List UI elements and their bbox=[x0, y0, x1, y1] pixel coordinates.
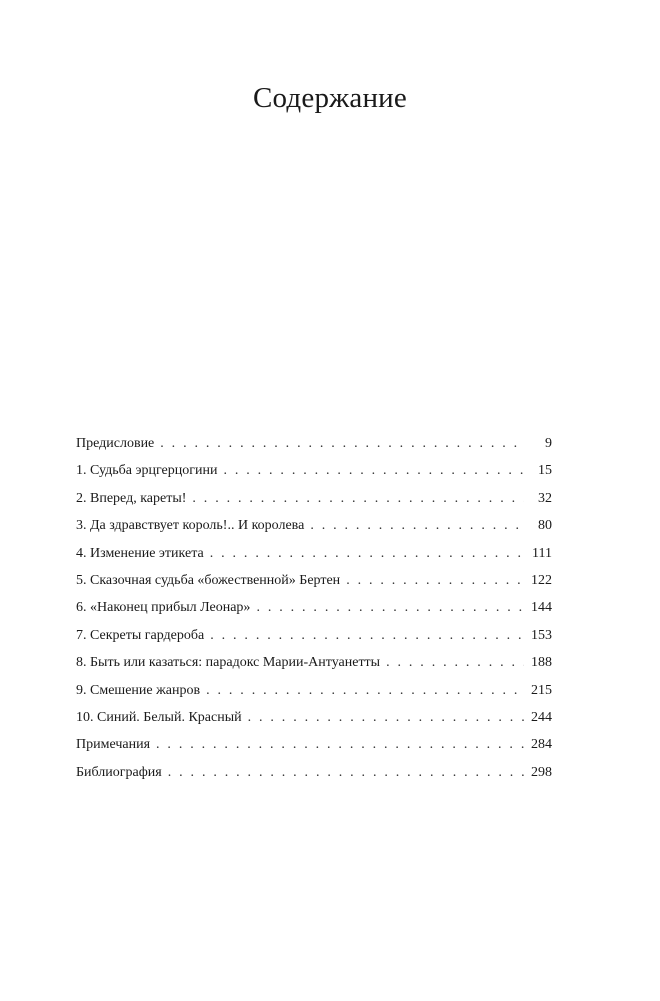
dot-leader bbox=[310, 512, 524, 539]
dot-leader bbox=[206, 677, 524, 704]
dot-leader bbox=[223, 457, 524, 484]
toc-entry-title: 9. Смешение жанров bbox=[76, 682, 201, 698]
toc-entry-page: 32 bbox=[538, 490, 552, 506]
toc-entry-page: 111 bbox=[532, 545, 552, 561]
dot-leader bbox=[256, 594, 524, 621]
toc-entry-title: 7. Секреты гардероба bbox=[76, 627, 205, 643]
toc-entry[interactable] bbox=[76, 512, 552, 539]
toc-entry-title: 10. Синий. Белый. Красный bbox=[76, 709, 242, 725]
toc-entry[interactable] bbox=[76, 485, 552, 512]
toc-entry-title: 8. Быть или казаться: парадокс Марии-Антуанетты bbox=[76, 655, 381, 671]
toc-entry[interactable] bbox=[76, 430, 552, 457]
toc-entry-title: 1. Судьба эрцгерцогини bbox=[76, 463, 218, 479]
toc-entry-title: 5. Сказочная судьба «божественной» Бертен bbox=[76, 572, 341, 588]
table-of-contents bbox=[76, 430, 552, 786]
toc-entry-page: 298 bbox=[531, 764, 552, 780]
toc-entry-title: Примечания bbox=[76, 737, 151, 753]
toc-entry-page: 244 bbox=[531, 709, 552, 725]
dot-leader bbox=[168, 759, 524, 786]
dot-leader bbox=[346, 567, 524, 594]
toc-entry[interactable] bbox=[76, 540, 552, 567]
toc-entry-title: 4. Изменение этикета bbox=[76, 545, 204, 561]
toc-entry[interactable] bbox=[76, 759, 552, 786]
toc-entry-page: 284 bbox=[531, 737, 552, 753]
toc-entry-page: 80 bbox=[538, 518, 552, 534]
dot-leader bbox=[156, 731, 524, 758]
toc-entry-title: Библиография bbox=[76, 764, 162, 780]
toc-entry[interactable] bbox=[76, 594, 552, 621]
dot-leader bbox=[386, 649, 524, 676]
toc-entry[interactable] bbox=[76, 567, 552, 594]
toc-entry-title: Предисловие bbox=[76, 436, 155, 451]
toc-entry-title: 3. Да здравствует король!.. И королева bbox=[76, 518, 305, 534]
dot-leader bbox=[192, 485, 524, 512]
toc-entry[interactable] bbox=[76, 649, 552, 676]
toc-entry-page: 215 bbox=[531, 682, 552, 698]
dot-leader bbox=[210, 540, 524, 567]
toc-entry-page: 9 bbox=[545, 436, 552, 451]
toc-entry-page: 122 bbox=[531, 572, 552, 588]
toc-entry-page: 188 bbox=[531, 655, 552, 671]
toc-entry[interactable] bbox=[76, 731, 552, 758]
toc-entry[interactable] bbox=[76, 677, 552, 704]
toc-entry-page: 15 bbox=[538, 463, 552, 479]
page-title: Содержание bbox=[253, 82, 407, 114]
toc-entry-title: 2. Вперед, кареты! bbox=[76, 490, 187, 506]
dot-leader bbox=[210, 622, 524, 649]
dot-leader bbox=[248, 704, 524, 731]
toc-entry[interactable] bbox=[76, 622, 552, 649]
dot-leader bbox=[160, 430, 524, 457]
toc-entry[interactable] bbox=[76, 457, 552, 484]
toc-entry-page: 153 bbox=[531, 627, 552, 643]
toc-entry[interactable] bbox=[76, 704, 552, 731]
toc-entry-title: 6. «Наконец прибыл Леонар» bbox=[76, 600, 251, 616]
toc-entry-page: 144 bbox=[531, 600, 552, 616]
